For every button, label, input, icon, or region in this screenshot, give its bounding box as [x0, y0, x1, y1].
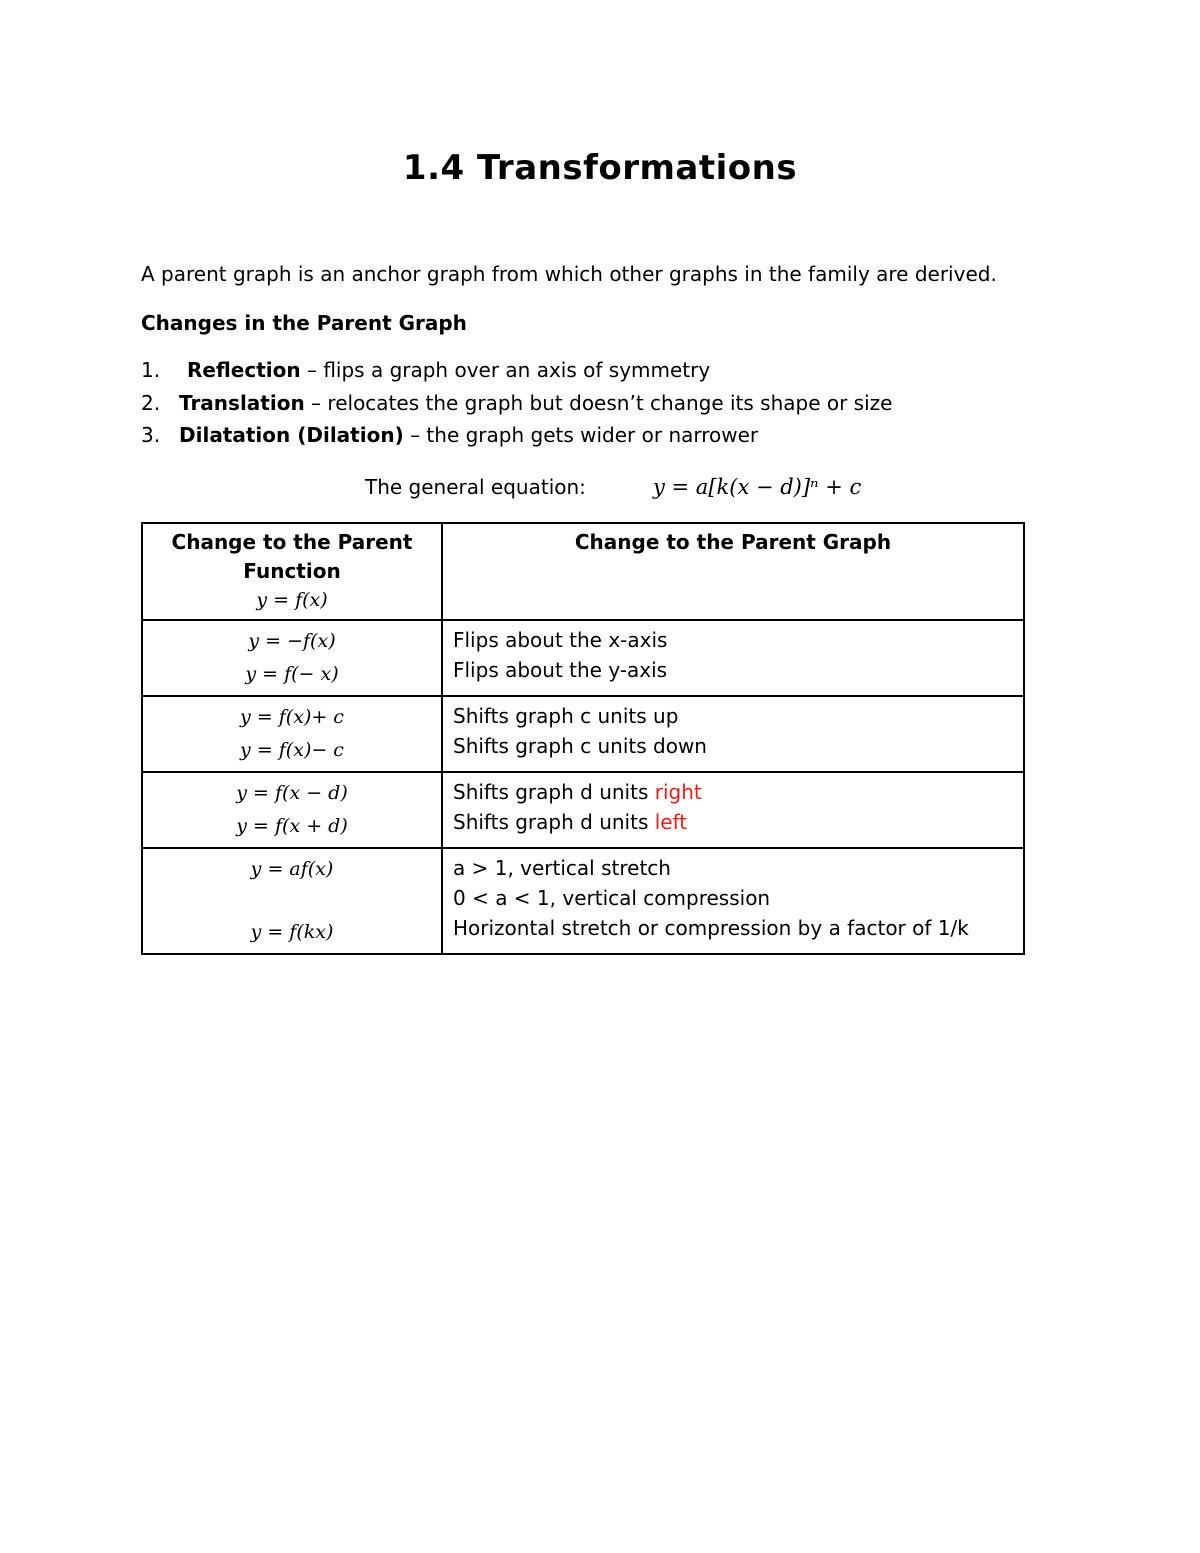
general-equation-formula: y = a[k(x − d)]ⁿ + c — [653, 475, 862, 499]
function-formula: y = f(x + d) — [236, 815, 348, 837]
function-cell — [142, 848, 442, 954]
table-row — [142, 696, 1024, 772]
function-formula: y = f(x − d) — [236, 782, 348, 804]
list-number: 3. — [141, 423, 161, 447]
section-heading: Changes in the Parent Graph — [141, 311, 467, 335]
header-parent-function — [142, 523, 442, 620]
table-row — [142, 848, 1024, 954]
list-term: Reflection — [187, 358, 301, 382]
graph-change-text: a > 1, vertical stretch — [453, 856, 671, 880]
direction-left-highlight: left — [654, 810, 688, 834]
list-description: – relocates the graph but doesn’t change its shape or size — [304, 390, 893, 415]
function-formula: y = af(x) — [250, 858, 334, 880]
function-formula: y = f(x)+ c — [240, 706, 344, 728]
intro-paragraph: A parent graph is an anchor graph from which other graphs in the family are derived. — [141, 262, 997, 286]
graph-change-text: Shifts graph c units down — [453, 734, 707, 758]
function-formula: y = f(x)− c — [240, 739, 344, 761]
function-cell — [142, 696, 442, 772]
graph-change-cell — [442, 772, 1024, 848]
spacer — [153, 886, 431, 916]
graph-change-text: Horizontal stretch or compression by a factor of 1/k — [453, 916, 969, 940]
function-formula: y = f(kx) — [250, 921, 334, 943]
header-left-formula: y = f(x) — [256, 589, 328, 611]
header-left-line1: Change to the Parent — [171, 530, 413, 554]
list-description: – flips a graph over an axis of symmetry — [300, 358, 711, 382]
graph-change-cell — [442, 848, 1024, 954]
list-term: Translation — [179, 390, 305, 415]
changes-list — [141, 358, 892, 456]
general-equation — [365, 475, 862, 499]
header-left-line2: Function — [243, 559, 341, 583]
general-equation-label: The general equation: — [365, 475, 586, 499]
direction-right-highlight: right — [654, 780, 702, 804]
function-cell — [142, 620, 442, 696]
list-term: Dilatation (Dilation) — [179, 423, 404, 447]
function-cell — [142, 772, 442, 848]
header-parent-graph: Change to the Parent Graph — [442, 523, 1024, 620]
graph-change-text: 0 < a < 1, vertical compression — [453, 886, 771, 910]
graph-change-prefix: Shifts graph d units — [453, 810, 655, 834]
list-number: 1. — [141, 358, 161, 382]
list-number: 2. — [141, 390, 161, 415]
list-item — [141, 423, 892, 456]
page-title: 1.4 Transformations — [402, 148, 798, 188]
graph-change-text — [453, 777, 1013, 807]
list-item — [141, 391, 892, 424]
table-row — [142, 620, 1024, 696]
table-row — [142, 772, 1024, 848]
list-description: – the graph gets wider or narrower — [403, 423, 759, 447]
graph-change-cell — [442, 620, 1024, 696]
graph-change-text — [453, 807, 1013, 837]
function-formula: y = f(− x) — [245, 663, 339, 685]
graph-change-text: Shifts graph c units up — [453, 704, 679, 728]
graph-change-text: Flips about the x-axis — [453, 628, 668, 652]
transformations-table — [141, 522, 1025, 955]
graph-change-prefix: Shifts graph d units — [453, 780, 655, 804]
table-header-row — [142, 523, 1024, 620]
list-item — [141, 358, 892, 391]
graph-change-cell — [442, 696, 1024, 772]
function-formula: y = −f(x) — [248, 630, 336, 652]
graph-change-text: Flips about the y-axis — [453, 658, 668, 682]
